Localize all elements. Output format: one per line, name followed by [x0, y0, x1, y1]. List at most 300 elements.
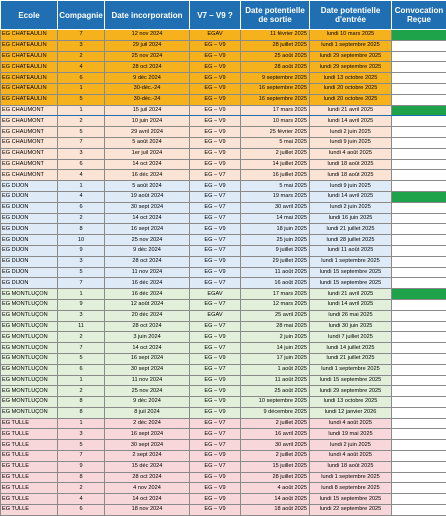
cell-date-entree[interactable]: lundi 14 avril 2025 — [310, 116, 392, 127]
cell-v7-v9[interactable]: EG – V7 — [190, 202, 241, 213]
cell-date-sortie[interactable]: 16 septembre 2025 — [241, 94, 310, 105]
cell-date-entree[interactable]: lundi 4 août 2025 — [310, 148, 392, 159]
cell-date-incorporation[interactable]: 12 août 2024 — [105, 299, 190, 310]
cell-date-entree[interactable]: lundi 1 septembre 2025 — [310, 40, 392, 51]
cell-date-entree[interactable]: lundi 1 septembre 2025 — [310, 472, 392, 483]
cell-compagnie[interactable]: 5 — [58, 440, 105, 451]
cell-v7-v9[interactable]: EG – V9 — [190, 224, 241, 235]
cell-v7-v9[interactable]: EG – V9 — [190, 148, 241, 159]
cell-ecole[interactable]: EG CHAUMONT — [1, 116, 58, 127]
cell-compagnie[interactable]: 1 — [58, 418, 105, 429]
cell-convocation[interactable] — [392, 483, 446, 494]
cell-date-sortie[interactable]: 15 juillet 2025 — [241, 461, 310, 472]
cell-ecole[interactable]: EG CHAUMONT — [1, 127, 58, 138]
cell-convocation[interactable] — [392, 62, 446, 73]
cell-date-incorporation[interactable]: 9 déc 2024 — [105, 245, 190, 256]
cell-date-entree[interactable]: lundi 13 octobre 2025 — [310, 397, 392, 408]
cell-ecole[interactable]: EG DIJON — [1, 202, 58, 213]
cell-compagnie[interactable]: 1 — [58, 181, 105, 192]
cell-date-sortie[interactable]: 2 juillet 2025 — [241, 418, 310, 429]
cell-v7-v9[interactable]: EG – V9 — [190, 451, 241, 462]
cell-v7-v9[interactable]: EG – V7 — [190, 364, 241, 375]
cell-convocation[interactable] — [392, 94, 446, 105]
cell-date-sortie[interactable]: 11 août 2025 — [241, 267, 310, 278]
cell-date-incorporation[interactable]: 15 déc 2024 — [105, 461, 190, 472]
cell-date-entree[interactable]: lundi 14 juillet 2025 — [310, 343, 392, 354]
cell-convocation[interactable] — [392, 461, 446, 472]
cell-date-entree[interactable]: lundi 29 septembre 2025 — [310, 62, 392, 73]
cell-date-incorporation[interactable]: 29 juil 2024 — [105, 40, 190, 51]
cell-date-sortie[interactable]: 10 mars 2025 — [241, 116, 310, 127]
cell-convocation[interactable] — [392, 321, 446, 332]
cell-ecole[interactable]: EG CHATEAULIN — [1, 40, 58, 51]
cell-date-entree[interactable]: lundi 2 juin 2025 — [310, 202, 392, 213]
cell-v7-v9[interactable]: EG – V7 — [190, 170, 241, 181]
cell-date-sortie[interactable]: 5 mai 2025 — [241, 137, 310, 148]
cell-v7-v9[interactable]: EG – V9 — [190, 62, 241, 73]
cell-v7-v9[interactable]: EG – V9 — [190, 256, 241, 267]
cell-compagnie[interactable]: 3 — [58, 40, 105, 51]
cell-compagnie[interactable]: 2 — [58, 51, 105, 62]
cell-date-incorporation[interactable]: 30 sept 2024 — [105, 364, 190, 375]
cell-date-sortie[interactable]: 1 août 2025 — [241, 364, 310, 375]
cell-date-sortie[interactable]: 14 août 2025 — [241, 494, 310, 505]
cell-v7-v9[interactable]: EG – V9 — [190, 159, 241, 170]
cell-compagnie[interactable]: 10 — [58, 235, 105, 246]
cell-ecole[interactable]: EG CHAUMONT — [1, 159, 58, 170]
cell-date-entree[interactable]: lundi 18 août 2025 — [310, 461, 392, 472]
cell-convocation[interactable] — [392, 159, 446, 170]
cell-compagnie[interactable]: 6 — [58, 505, 105, 516]
cell-date-entree[interactable]: lundi 26 mai 2025 — [310, 310, 392, 321]
cell-date-sortie[interactable]: 14 juin 2025 — [241, 343, 310, 354]
cell-ecole[interactable]: EG TULLE — [1, 451, 58, 462]
cell-date-sortie[interactable]: 9 septembre 2025 — [241, 73, 310, 84]
cell-date-sortie[interactable]: 14 mai 2025 — [241, 213, 310, 224]
cell-date-entree[interactable]: lundi 10 mars 2025 — [310, 30, 392, 41]
cell-date-incorporation[interactable]: 14 oct 2024 — [105, 343, 190, 354]
cell-compagnie[interactable]: 5 — [58, 127, 105, 138]
cell-compagnie[interactable]: 2 — [58, 116, 105, 127]
cell-v7-v9[interactable]: EG – V9 — [190, 40, 241, 51]
cell-ecole[interactable]: EG DIJON — [1, 267, 58, 278]
cell-convocation[interactable] — [392, 191, 446, 202]
cell-ecole[interactable]: EG MONTLUÇON — [1, 386, 58, 397]
cell-convocation[interactable] — [392, 116, 446, 127]
cell-v7-v9[interactable]: EG – V7 — [190, 418, 241, 429]
cell-date-sortie[interactable]: 28 mai 2025 — [241, 321, 310, 332]
cell-v7-v9[interactable]: EG – V9 — [190, 332, 241, 343]
cell-date-incorporation[interactable]: 16 sept 2024 — [105, 224, 190, 235]
cell-compagnie[interactable]: 9 — [58, 245, 105, 256]
cell-compagnie[interactable]: 3 — [58, 256, 105, 267]
cell-date-entree[interactable]: lundi 18 août 2025 — [310, 159, 392, 170]
cell-date-incorporation[interactable]: 5 août 2024 — [105, 181, 190, 192]
cell-convocation[interactable] — [392, 343, 446, 354]
cell-date-sortie[interactable]: 16 juillet 2025 — [241, 170, 310, 181]
cell-date-incorporation[interactable]: 10 juin 2024 — [105, 116, 190, 127]
cell-date-incorporation[interactable]: 2 sept 2024 — [105, 451, 190, 462]
cell-convocation[interactable] — [392, 51, 446, 62]
cell-ecole[interactable]: EG TULLE — [1, 429, 58, 440]
cell-date-incorporation[interactable]: 25 nov 2024 — [105, 386, 190, 397]
cell-ecole[interactable]: EG TULLE — [1, 494, 58, 505]
cell-date-incorporation[interactable]: 29 avril 2024 — [105, 127, 190, 138]
cell-v7-v9[interactable]: EG – V9 — [190, 494, 241, 505]
cell-date-sortie[interactable]: 2 juin 2025 — [241, 332, 310, 343]
cell-compagnie[interactable]: 4 — [58, 62, 105, 73]
cell-date-entree[interactable]: lundi 2 juin 2025 — [310, 127, 392, 138]
cell-ecole[interactable]: EG CHAUMONT — [1, 148, 58, 159]
cell-ecole[interactable]: EG MONTLUÇON — [1, 332, 58, 343]
cell-date-incorporation[interactable]: 15 juil 2024 — [105, 105, 190, 116]
cell-date-incorporation[interactable]: 30 sept 2024 — [105, 440, 190, 451]
cell-compagnie[interactable]: 6 — [58, 364, 105, 375]
header-convocation[interactable]: Convocation Reçue — [392, 1, 446, 30]
cell-ecole[interactable]: EG DIJON — [1, 181, 58, 192]
cell-compagnie[interactable]: 7 — [58, 30, 105, 41]
cell-date-incorporation[interactable]: 9 déc 2024 — [105, 397, 190, 408]
cell-date-entree[interactable]: lundi 9 juin 2025 — [310, 137, 392, 148]
cell-date-entree[interactable]: lundi 21 juillet 2025 — [310, 353, 392, 364]
cell-v7-v9[interactable]: EG – V7 — [190, 299, 241, 310]
header-date-entree[interactable]: Date potentielle d'entrée — [310, 1, 392, 30]
cell-date-sortie[interactable]: 18 août 2025 — [241, 505, 310, 516]
cell-date-entree[interactable]: lundi 20 octobre 2025 — [310, 83, 392, 94]
cell-date-incorporation[interactable]: 30 sept 2024 — [105, 202, 190, 213]
cell-date-entree[interactable]: lundi 1 septembre 2025 — [310, 364, 392, 375]
header-v7-v9[interactable]: V7 – V9 ? — [190, 1, 241, 30]
cell-ecole[interactable]: EG MONTLUÇON — [1, 321, 58, 332]
cell-date-sortie[interactable]: 2 juillet 2025 — [241, 451, 310, 462]
cell-convocation[interactable] — [392, 30, 446, 41]
cell-compagnie[interactable]: 4 — [58, 494, 105, 505]
cell-convocation[interactable] — [392, 299, 446, 310]
cell-date-entree[interactable]: lundi 2 juin 2025 — [310, 440, 392, 451]
cell-ecole[interactable]: EG DIJON — [1, 213, 58, 224]
cell-date-sortie[interactable]: 25 février 2025 — [241, 127, 310, 138]
cell-date-entree[interactable]: lundi 18 août 2025 — [310, 170, 392, 181]
cell-ecole[interactable]: EG MONTLUÇON — [1, 289, 58, 300]
cell-compagnie[interactable]: 5 — [58, 353, 105, 364]
cell-compagnie[interactable]: 7 — [58, 451, 105, 462]
cell-v7-v9[interactable]: EGAV — [190, 289, 241, 300]
cell-convocation[interactable] — [392, 256, 446, 267]
header-ecole[interactable]: Ecole — [1, 1, 58, 30]
cell-date-sortie[interactable]: 2 juillet 2025 — [241, 148, 310, 159]
cell-convocation[interactable] — [392, 386, 446, 397]
cell-date-sortie[interactable]: 10 septembre 2025 — [241, 397, 310, 408]
cell-compagnie[interactable]: 2 — [58, 213, 105, 224]
cell-convocation[interactable] — [392, 73, 446, 84]
cell-convocation[interactable] — [392, 278, 446, 289]
cell-convocation[interactable] — [392, 440, 446, 451]
cell-convocation[interactable] — [392, 267, 446, 278]
cell-v7-v9[interactable]: EG – V9 — [190, 73, 241, 84]
cell-convocation[interactable] — [392, 202, 446, 213]
cell-ecole[interactable]: EG TULLE — [1, 461, 58, 472]
cell-ecole[interactable]: EG CHATEAULIN — [1, 94, 58, 105]
cell-date-sortie[interactable]: 29 juillet 2025 — [241, 256, 310, 267]
cell-date-sortie[interactable]: 9 juillet 2025 — [241, 245, 310, 256]
cell-date-sortie[interactable]: 25 avril 2025 — [241, 310, 310, 321]
cell-compagnie[interactable]: 9 — [58, 461, 105, 472]
cell-compagnie[interactable]: 9 — [58, 299, 105, 310]
cell-ecole[interactable]: EG CHATEAULIN — [1, 73, 58, 84]
cell-compagnie[interactable]: 6 — [58, 73, 105, 84]
cell-date-sortie[interactable]: 16 août 2025 — [241, 278, 310, 289]
cell-ecole[interactable]: EG DIJON — [1, 235, 58, 246]
cell-convocation[interactable] — [392, 289, 446, 300]
cell-compagnie[interactable]: 6 — [58, 202, 105, 213]
cell-ecole[interactable]: EG CHATEAULIN — [1, 30, 58, 41]
cell-v7-v9[interactable]: EG – V9 — [190, 127, 241, 138]
cell-date-sortie[interactable]: 25 août 2025 — [241, 386, 310, 397]
cell-date-incorporation[interactable]: 11 nov 2024 — [105, 375, 190, 386]
cell-v7-v9[interactable]: EG – V9 — [190, 83, 241, 94]
cell-date-incorporation[interactable]: 14 oct 2024 — [105, 213, 190, 224]
cell-convocation[interactable] — [392, 353, 446, 364]
cell-date-incorporation[interactable]: 14 oct 2024 — [105, 159, 190, 170]
cell-date-entree[interactable]: lundi 4 août 2025 — [310, 451, 392, 462]
cell-date-incorporation[interactable]: 28 oct 2024 — [105, 62, 190, 73]
cell-date-sortie[interactable]: 25 juin 2025 — [241, 235, 310, 246]
cell-date-incorporation[interactable]: 30-déc.-24 — [105, 94, 190, 105]
cell-v7-v9[interactable]: EG – V9 — [190, 181, 241, 192]
cell-ecole[interactable]: EG DIJON — [1, 278, 58, 289]
cell-date-entree[interactable]: lundi 16 juin 2025 — [310, 213, 392, 224]
cell-convocation[interactable] — [392, 332, 446, 343]
cell-date-incorporation[interactable]: 8 juil 2024 — [105, 407, 190, 418]
cell-convocation[interactable] — [392, 224, 446, 235]
cell-compagnie[interactable]: 1 — [58, 105, 105, 116]
cell-date-incorporation[interactable]: 30-déc.-24 — [105, 83, 190, 94]
cell-compagnie[interactable]: 7 — [58, 343, 105, 354]
cell-ecole[interactable]: EG MONTLUÇON — [1, 375, 58, 386]
cell-date-sortie[interactable]: 17 mars 2025 — [241, 289, 310, 300]
cell-date-entree[interactable]: lundi 28 juillet 2025 — [310, 235, 392, 246]
cell-date-entree[interactable]: lundi 4 août 2025 — [310, 418, 392, 429]
cell-date-sortie[interactable]: 17 juin 2025 — [241, 353, 310, 364]
cell-convocation[interactable] — [392, 40, 446, 51]
cell-v7-v9[interactable]: EGAV — [190, 310, 241, 321]
cell-v7-v9[interactable]: EG – V9 — [190, 483, 241, 494]
cell-ecole[interactable]: EG CHAUMONT — [1, 137, 58, 148]
cell-compagnie[interactable]: 8 — [58, 397, 105, 408]
cell-date-incorporation[interactable]: 16 déc 2024 — [105, 170, 190, 181]
cell-date-entree[interactable]: lundi 14 avril 2025 — [310, 191, 392, 202]
cell-ecole[interactable]: EG MONTLUÇON — [1, 310, 58, 321]
cell-compagnie[interactable]: 8 — [58, 472, 105, 483]
cell-date-incorporation[interactable]: 16 sept 2024 — [105, 429, 190, 440]
cell-convocation[interactable] — [392, 170, 446, 181]
cell-date-incorporation[interactable]: 20 déc 2024 — [105, 310, 190, 321]
cell-compagnie[interactable]: 3 — [58, 148, 105, 159]
cell-date-incorporation[interactable]: 18 nov 2024 — [105, 505, 190, 516]
cell-date-entree[interactable]: lundi 7 juillet 2025 — [310, 332, 392, 343]
cell-v7-v9[interactable]: EG – V7 — [190, 461, 241, 472]
cell-ecole[interactable]: EG MONTLUÇON — [1, 343, 58, 354]
cell-convocation[interactable] — [392, 310, 446, 321]
cell-convocation[interactable] — [392, 494, 446, 505]
cell-convocation[interactable] — [392, 137, 446, 148]
cell-v7-v9[interactable]: EG – V9 — [190, 105, 241, 116]
cell-v7-v9[interactable]: EG – V7 — [190, 245, 241, 256]
cell-convocation[interactable] — [392, 364, 446, 375]
cell-convocation[interactable] — [392, 418, 446, 429]
cell-date-sortie[interactable]: 4 août 2025 — [241, 483, 310, 494]
cell-date-incorporation[interactable]: 2 déc 2024 — [105, 418, 190, 429]
cell-date-sortie[interactable]: 14 juillet 2025 — [241, 159, 310, 170]
cell-date-incorporation[interactable]: 16 sept 2024 — [105, 353, 190, 364]
cell-date-incorporation[interactable]: 16 déc 2024 — [105, 278, 190, 289]
header-compagnie[interactable]: Compagnie — [58, 1, 105, 30]
cell-compagnie[interactable]: 2 — [58, 483, 105, 494]
cell-ecole[interactable]: EG DIJON — [1, 224, 58, 235]
cell-v7-v9[interactable]: EG – V9 — [190, 407, 241, 418]
cell-v7-v9[interactable]: EG – V9 — [190, 505, 241, 516]
cell-date-entree[interactable]: lundi 21 avril 2025 — [310, 105, 392, 116]
cell-convocation[interactable] — [392, 83, 446, 94]
cell-date-incorporation[interactable]: 25 nov 2024 — [105, 235, 190, 246]
cell-date-sortie[interactable]: 16 septembre 2025 — [241, 83, 310, 94]
cell-date-sortie[interactable]: 12 mars 2025 — [241, 299, 310, 310]
cell-date-sortie[interactable]: 28 juillet 2025 — [241, 472, 310, 483]
cell-date-sortie[interactable]: 11 août 2025 — [241, 375, 310, 386]
cell-ecole[interactable]: EG CHATEAULIN — [1, 51, 58, 62]
cell-date-incorporation[interactable]: 4 nov 2024 — [105, 483, 190, 494]
cell-compagnie[interactable]: 4 — [58, 191, 105, 202]
cell-date-sortie[interactable]: 9 décembre 2025 — [241, 407, 310, 418]
cell-date-entree[interactable]: lundi 1 septembre 2025 — [310, 256, 392, 267]
cell-compagnie[interactable]: 2 — [58, 332, 105, 343]
cell-compagnie[interactable]: 5 — [58, 267, 105, 278]
cell-date-entree[interactable]: lundi 15 septembre 2025 — [310, 278, 392, 289]
cell-v7-v9[interactable]: EG – V9 — [190, 137, 241, 148]
cell-date-entree[interactable]: lundi 14 avril 2025 — [310, 299, 392, 310]
cell-date-sortie[interactable]: 11 février 2025 — [241, 30, 310, 41]
cell-ecole[interactable]: EG MONTLUÇON — [1, 407, 58, 418]
cell-date-incorporation[interactable]: 9 déc 2024 — [105, 73, 190, 84]
cell-compagnie[interactable]: 1 — [58, 289, 105, 300]
cell-date-incorporation[interactable]: 28 oct 2024 — [105, 472, 190, 483]
cell-ecole[interactable]: EG MONTLUÇON — [1, 397, 58, 408]
cell-ecole[interactable]: EG MONTLUÇON — [1, 364, 58, 375]
cell-ecole[interactable]: EG CHAUMONT — [1, 105, 58, 116]
cell-date-incorporation[interactable]: 28 oct 2024 — [105, 256, 190, 267]
cell-date-incorporation[interactable]: 12 nov 2024 — [105, 30, 190, 41]
cell-date-entree[interactable]: lundi 8 septembre 2025 — [310, 483, 392, 494]
cell-v7-v9[interactable]: EG – V9 — [190, 51, 241, 62]
cell-compagnie[interactable]: 3 — [58, 429, 105, 440]
cell-date-entree[interactable]: lundi 12 janvier 2026 — [310, 407, 392, 418]
cell-date-entree[interactable]: lundi 15 septembre 2025 — [310, 494, 392, 505]
cell-ecole[interactable]: EG CHATEAULIN — [1, 62, 58, 73]
cell-date-entree[interactable]: lundi 15 septembre 2025 — [310, 375, 392, 386]
cell-convocation[interactable] — [392, 213, 446, 224]
cell-date-sortie[interactable]: 19 mars 2025 — [241, 191, 310, 202]
cell-compagnie[interactable]: 8 — [58, 407, 105, 418]
cell-convocation[interactable] — [392, 429, 446, 440]
cell-ecole[interactable]: EG TULLE — [1, 505, 58, 516]
cell-date-entree[interactable]: lundi 19 mai 2025 — [310, 429, 392, 440]
cell-date-sortie[interactable]: 28 août 2025 — [241, 62, 310, 73]
cell-v7-v9[interactable]: EG – V9 — [190, 116, 241, 127]
cell-date-incorporation[interactable]: 14 oct 2024 — [105, 494, 190, 505]
cell-compagnie[interactable]: 4 — [58, 170, 105, 181]
cell-date-incorporation[interactable]: 25 nov 2024 — [105, 51, 190, 62]
cell-date-incorporation[interactable]: 11 nov 2024 — [105, 267, 190, 278]
cell-compagnie[interactable]: 1 — [58, 83, 105, 94]
cell-v7-v9[interactable]: EG – V7 — [190, 278, 241, 289]
cell-date-sortie[interactable]: 5 mai 2025 — [241, 181, 310, 192]
cell-date-entree[interactable]: lundi 21 juillet 2025 — [310, 224, 392, 235]
cell-date-incorporation[interactable]: 1er juil 2024 — [105, 148, 190, 159]
cell-v7-v9[interactable]: EG – V9 — [190, 386, 241, 397]
cell-ecole[interactable]: EG TULLE — [1, 440, 58, 451]
cell-date-entree[interactable]: lundi 9 juin 2025 — [310, 181, 392, 192]
cell-compagnie[interactable]: 3 — [58, 310, 105, 321]
cell-v7-v9[interactable]: EG – V9 — [190, 94, 241, 105]
cell-compagnie[interactable]: 8 — [58, 224, 105, 235]
cell-date-sortie[interactable]: 18 juin 2025 — [241, 224, 310, 235]
cell-compagnie[interactable]: 1 — [58, 375, 105, 386]
cell-date-entree[interactable]: lundi 21 avril 2025 — [310, 289, 392, 300]
cell-ecole[interactable]: EG MONTLUÇON — [1, 299, 58, 310]
cell-date-entree[interactable]: lundi 22 septembre 2025 — [310, 505, 392, 516]
cell-date-incorporation[interactable]: 5 août 2024 — [105, 137, 190, 148]
cell-compagnie[interactable]: 5 — [58, 94, 105, 105]
cell-convocation[interactable] — [392, 148, 446, 159]
cell-convocation[interactable] — [392, 505, 446, 516]
cell-date-incorporation[interactable]: 28 oct 2024 — [105, 321, 190, 332]
cell-ecole[interactable]: EG TULLE — [1, 472, 58, 483]
cell-convocation[interactable] — [392, 472, 446, 483]
cell-date-sortie[interactable]: 28 juillet 2025 — [241, 40, 310, 51]
cell-date-sortie[interactable]: 30 avril 2025 — [241, 202, 310, 213]
cell-v7-v9[interactable]: EG – V9 — [190, 397, 241, 408]
cell-compagnie[interactable]: 11 — [58, 321, 105, 332]
cell-v7-v9[interactable]: EG – V7 — [190, 343, 241, 354]
cell-v7-v9[interactable]: EG – V9 — [190, 472, 241, 483]
cell-v7-v9[interactable]: EG – V7 — [190, 235, 241, 246]
cell-date-entree[interactable]: lundi 13 octobre 2025 — [310, 73, 392, 84]
cell-date-sortie[interactable]: 16 avril 2025 — [241, 429, 310, 440]
cell-convocation[interactable] — [392, 375, 446, 386]
cell-date-incorporation[interactable]: 16 déc 2024 — [105, 289, 190, 300]
cell-ecole[interactable]: EG TULLE — [1, 418, 58, 429]
cell-v7-v9[interactable]: EG – V9 — [190, 267, 241, 278]
cell-date-sortie[interactable]: 30 avril 2025 — [241, 440, 310, 451]
cell-date-incorporation[interactable]: 19 août 2024 — [105, 191, 190, 202]
cell-ecole[interactable]: EG DIJON — [1, 245, 58, 256]
cell-ecole[interactable]: EG CHAUMONT — [1, 170, 58, 181]
header-date-sortie[interactable]: Date potentielle de sortie — [241, 1, 310, 30]
cell-date-entree[interactable]: lundi 11 août 2025 — [310, 245, 392, 256]
cell-compagnie[interactable]: 7 — [58, 278, 105, 289]
cell-ecole[interactable]: EG CHATEAULIN — [1, 83, 58, 94]
cell-compagnie[interactable]: 2 — [58, 386, 105, 397]
cell-v7-v9[interactable]: EGAV — [190, 30, 241, 41]
cell-v7-v9[interactable]: EG – V9 — [190, 353, 241, 364]
cell-v7-v9[interactable]: EG – V9 — [190, 375, 241, 386]
cell-ecole[interactable]: EG MONTLUÇON — [1, 353, 58, 364]
cell-v7-v9[interactable]: EG – V7 — [190, 429, 241, 440]
cell-compagnie[interactable]: 6 — [58, 159, 105, 170]
cell-date-sortie[interactable]: 17 mars 2025 — [241, 105, 310, 116]
cell-convocation[interactable] — [392, 181, 446, 192]
cell-date-incorporation[interactable]: 3 juin 2024 — [105, 332, 190, 343]
